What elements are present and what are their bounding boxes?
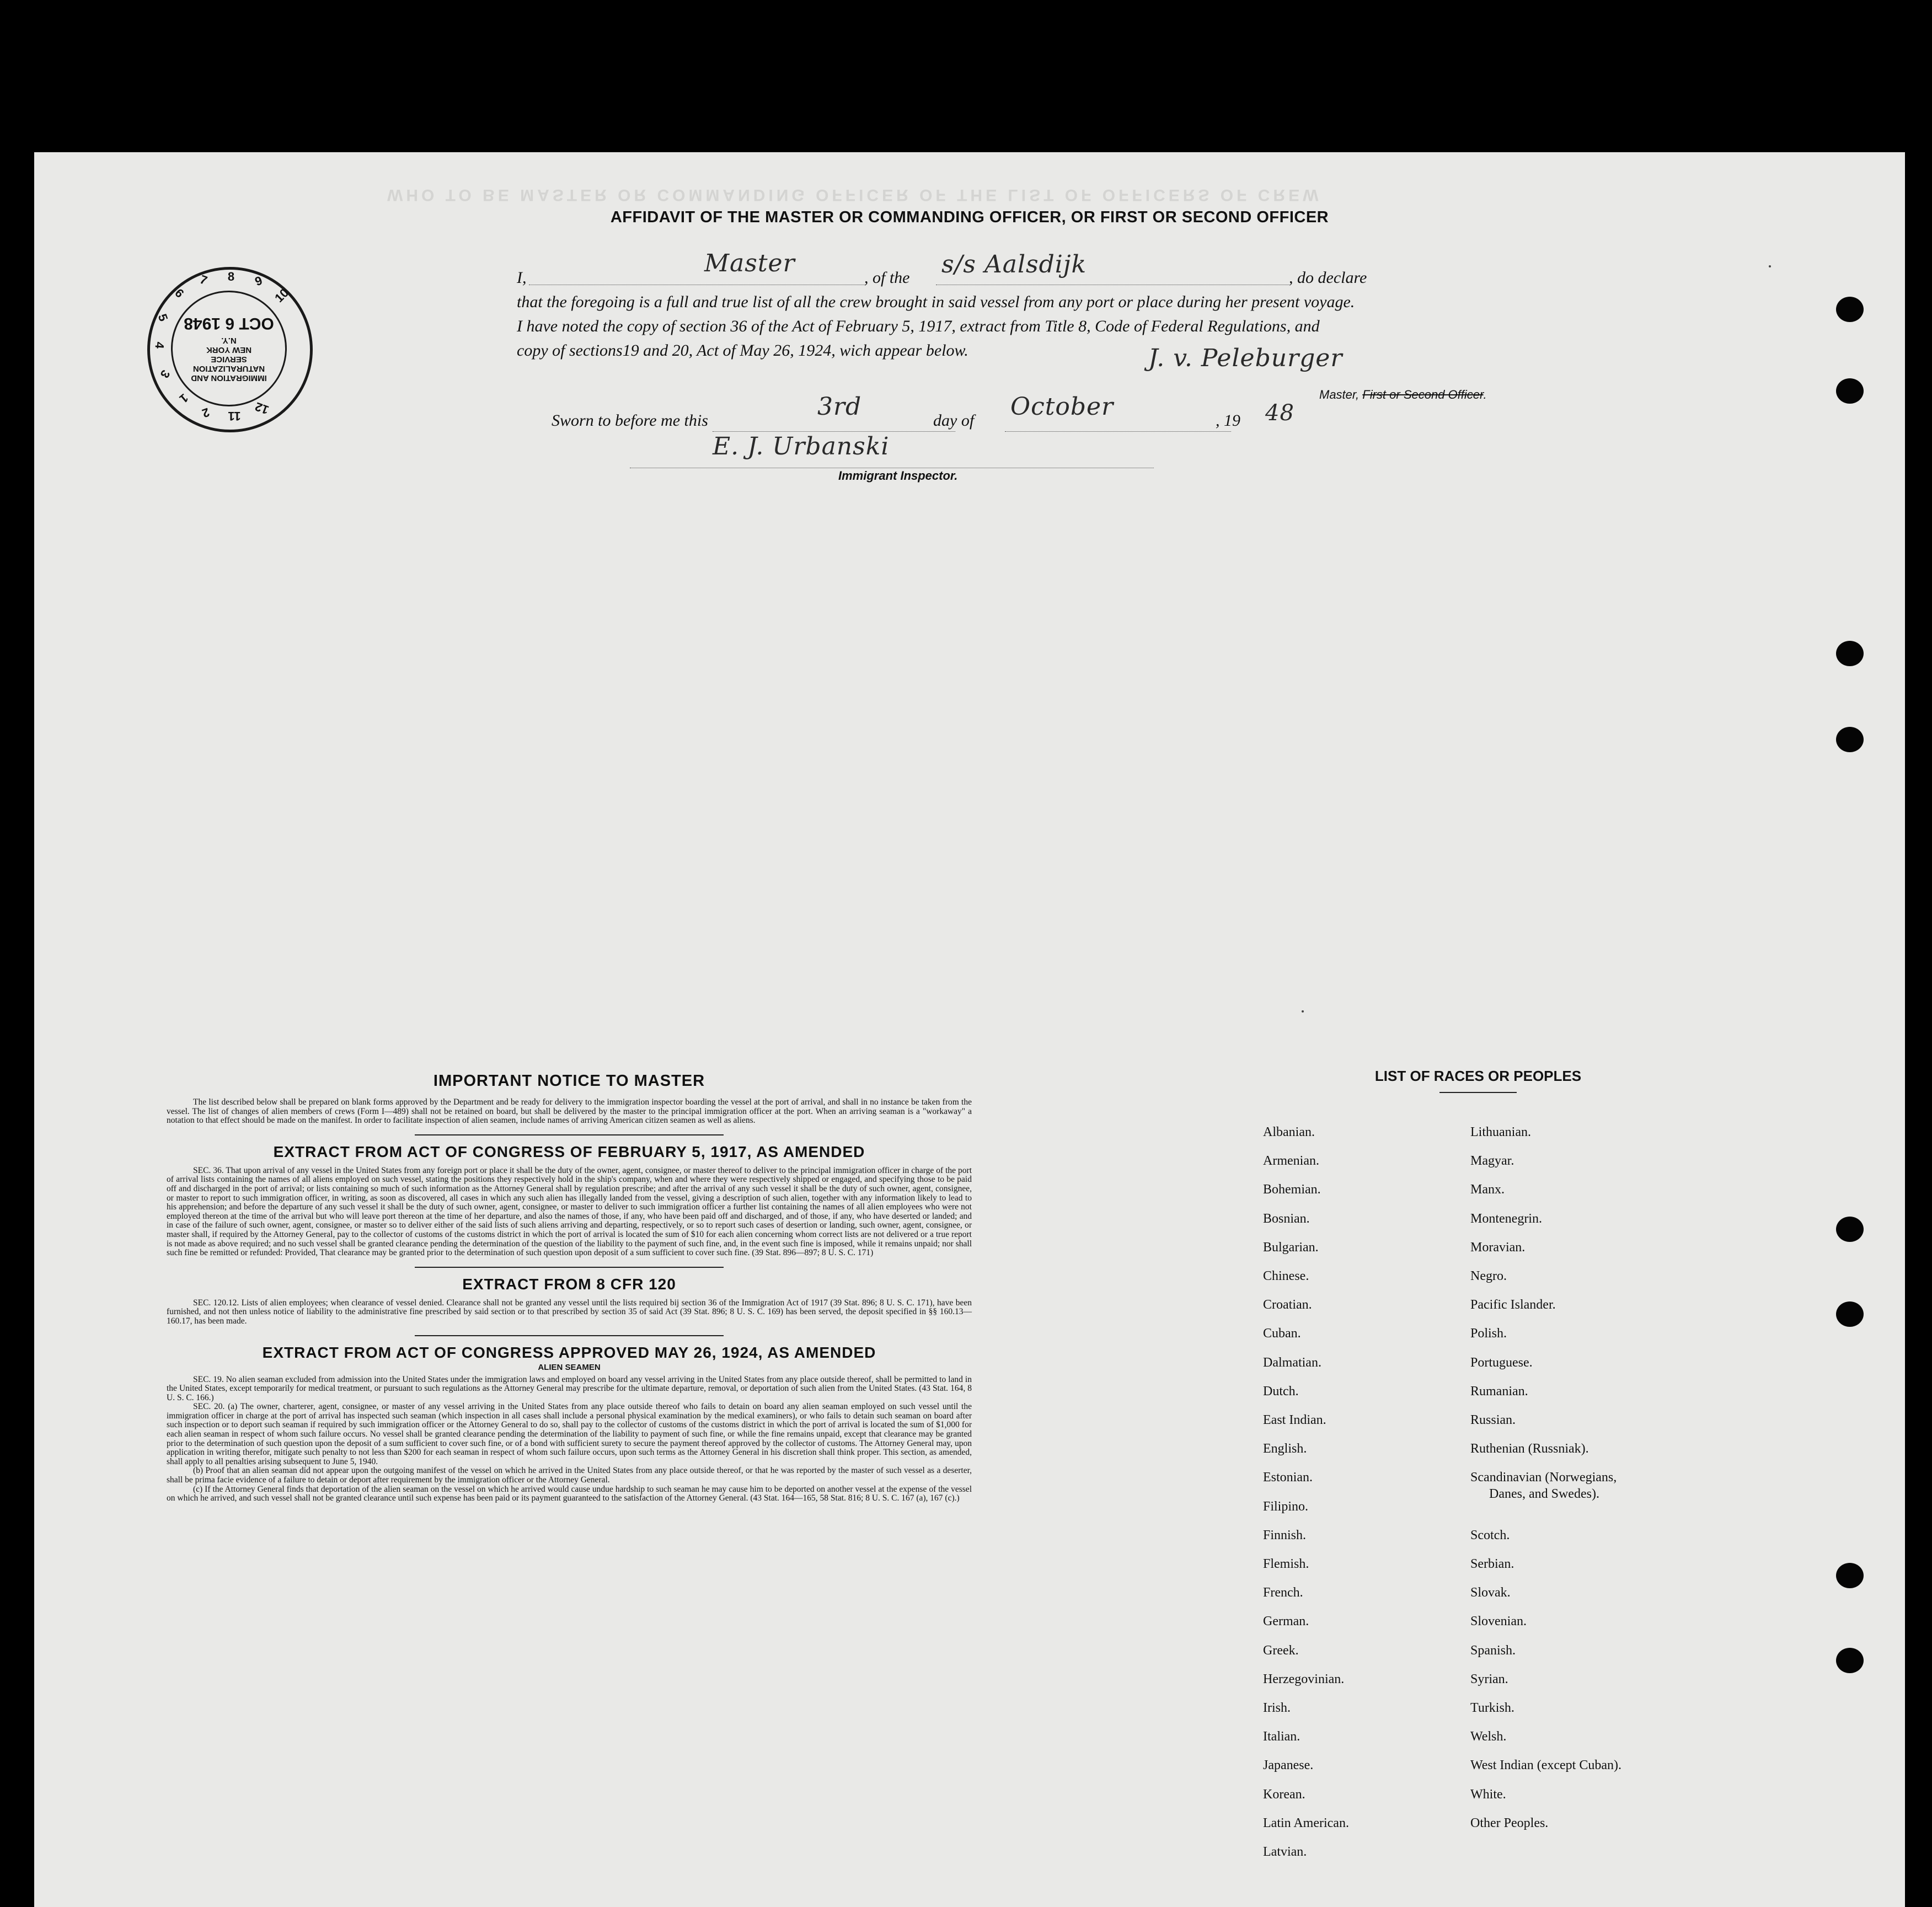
stamp-number: 11 [228,409,241,423]
race-item: Moravian. [1470,1240,1526,1255]
race-item: Finnish. [1263,1528,1307,1542]
race-item: Herzegovinian. [1263,1672,1345,1686]
race-item: Irish. [1263,1701,1291,1715]
affidavit-title: AFFIDAVIT OF THE MASTER OR COMMANDING OFFICER, OR FIRST OR SECOND OFFICER [610,208,1329,226]
race-item: Cuban. [1263,1326,1301,1341]
master-caption-end: . [1483,388,1487,401]
race-item: Spanish. [1470,1643,1516,1658]
race-item: East Indian. [1263,1413,1326,1427]
race-item: Montenegrin. [1470,1211,1542,1226]
punch-hole [1836,1301,1864,1327]
race-item: Flemish. [1263,1557,1309,1571]
stamp-number: 4 [152,341,167,350]
race-item: Latin American. [1263,1815,1349,1830]
stamp-number: 9 [253,273,264,289]
divider [415,1335,724,1336]
stamp-number: 12 [253,399,271,417]
stamp-number: 5 [155,312,171,323]
race-item: Bosnian. [1263,1211,1310,1226]
race-item: Albanian. [1263,1125,1315,1139]
punch-hole [1836,1648,1864,1673]
stamp-line: N.Y. [221,336,237,346]
stamp-number: 6 [172,286,187,301]
race-item: Other Peoples. [1470,1815,1549,1830]
race-item: Welsh. [1470,1729,1507,1744]
race-item: Estonian. [1263,1470,1313,1485]
race-item: Latvian. [1263,1845,1307,1859]
speck [1302,1010,1304,1013]
race-item: White. [1470,1787,1506,1802]
declaration-prefix: I, [517,269,527,287]
declaration-line-2: that the foregoing is a full and true list of all the crew brought in said vessel from any port or place during her present voyage. [517,293,1355,311]
race-item: Korean. [1263,1787,1305,1802]
punch-hole [1836,727,1864,752]
day-of-label: day of [933,411,975,430]
race-item: Armenian. [1263,1154,1319,1169]
race-item: Manx. [1470,1182,1505,1197]
stamp-number: 10 [272,286,292,306]
race-item: Turkish. [1470,1701,1514,1715]
stamp-number: 7 [198,272,210,288]
race-item: Bohemian. [1263,1182,1321,1197]
extract-1917-title: EXTRACT FROM ACT OF CONGRESS OF FEBRUARY 5, 1917, AS AMENDED [273,1143,865,1160]
extract-cfr-title: EXTRACT FROM 8 CFR 120 [462,1275,676,1293]
sworn-line [552,411,708,430]
day-handwritten: 3rd [817,393,862,421]
stamp-number: 2 [200,405,212,421]
inspector-field [630,451,1154,468]
race-item: Italian. [1263,1729,1301,1744]
extract-1924-sec20b: (b) Proof that an alien seaman did not appear upon the outgoing manifest of the vessel on which he arrived in the United States from any place outside thereof, or that he was reported by the master of such vessel as a deserter, shall be prima facie evidence of a failure to detain or deport after requirement by the immigration officer or the Attorney General. [167,1466,972,1485]
race-item: Danes, and Swedes). [1489,1487,1599,1502]
punch-hole [1836,641,1864,666]
race-item: Magyar. [1470,1154,1514,1169]
race-item: Japanese. [1263,1758,1314,1773]
punch-hole [1836,1217,1864,1242]
race-item: Filipino. [1263,1499,1309,1514]
race-item: Serbian. [1470,1557,1514,1571]
stamp-line: NATURALIZATION [192,364,265,374]
divider [415,1134,724,1135]
vessel-handwritten: s/s Aalsdijk [941,250,1087,278]
extract-cfr-body: SEC. 120.12. Lists of alien employees; when clearance of vessel denied. Clearance shall not be granted any vessel until the lists required bij section 36 of the Immigration Act of 1917 (39 Stat. 896; 8 U. S. C. 171), have been furnished, and not then unless notice of liability to the administrative fine prescribed by said section or to that prescribed by section 35 of said Act (39 Stat. 896; 8 U. S. C. 169) has been served, the deposit specified in §§ 160.13—160.17, has been made. [167,1298,972,1326]
race-item: Chinese. [1263,1269,1309,1283]
declaration-suffix: , do declare [1289,269,1367,287]
sworn-prefix: Sworn to before me this [552,411,708,430]
race-item: Negro. [1470,1269,1507,1283]
form-page [34,152,1905,1907]
race-item: English. [1263,1442,1307,1456]
immigration-stamp [147,267,313,432]
race-item: Bulgarian. [1263,1240,1319,1255]
year-handwritten: 48 [1265,400,1294,426]
race-item: Rumanian. [1470,1384,1528,1399]
master-signature: J. v. Peleburger [1148,344,1343,372]
declaration-line-4: copy of sections19 and 20, Act of May 26, 1924, wich appear below. [517,341,968,360]
race-item: Dalmatian. [1263,1355,1321,1370]
punch-hole [1836,1563,1864,1588]
extract-1924-sec19: SEC. 19. No alien seaman excluded from admission into the United States under the immigration laws and employed on board any vessel arriving in the United States from any place outside thereof, shall be permitted to land in the United States, except temporarily for medical treatment, or pursuant to such regulations as the Attorney General may prescribe for the ultimate departure, removal, or deportation of such alien from the United States. (43 Stat. 164, 8 U. S. C. 166.) [167,1374,972,1402]
races-title: LIST OF RACES OR PEOPLES [1374,1068,1582,1084]
declaration-of-the: , of the [864,269,910,287]
notice-title: IMPORTANT NOTICE TO MASTER [433,1072,705,1090]
declaration-line-3: I have noted the copy of section 36 of the Act of February 5, 1917, extract from Title 8, Code of Federal Regulations, and [517,317,1320,335]
punch-hole [1836,378,1864,404]
race-item: Dutch. [1263,1384,1299,1399]
declaration-line-1 [517,249,1510,290]
extract-1924-sec20c: (c) If the Attorney General finds that deportation of the alien seaman on the vessel on which he arrived would cause undue hardship to such seaman he may cause him to be deported on another vessel at the expense of the vessel on which he arrived, and such vessel shall not be granted clearance until such expense has been paid or its payment guaranteed to the satisfaction of the Attorney General. (43 Stat. 164—165, 58 Stat. 816; 8 U. S. C. 167 (a), 167 (c).) [167,1484,972,1503]
notice-body: The list described below shall be prepared on blank forms approved by the Department and be ready for delivery to the immigration inspector boarding the vessel at the port of arrival, and shall in no instance be taken from the vessel. The list of changes of alien members of crews (Form I—489) shall not be retained on board, but shall be delivered by the master to the principal immigration officer at the port. When an arriving seaman is a "workaway" a notation to that effect should be made on the manifest. In order to facilitate inspection of alien seamen, include names of arriving American citizen seamen as well as aliens. [167,1097,972,1126]
declaration [517,249,1510,363]
race-item: Scotch. [1470,1528,1510,1542]
race-item: West Indian (except Cuban). [1470,1758,1621,1773]
stamp-number: 3 [157,367,173,381]
stamp-center [171,291,287,406]
extract-1924-sec20a: SEC. 20. (a) The owner, charterer, agent, consignee, or master of any vessel arriving in the United States from any place outside thereof who fails to detain on board any alien seaman employed on such vessel until the immigration officer in charge at the port of arrival has inspected such seaman (which inspection in all cases shall include a personal physical examination by the medical examiners), or who fails to detain such seaman on board after such inspection or to deport such seaman if required by such immigration officer or the Attorney General to do so, shall pay to the collector of customs of the customs district in which the port of arrival is located the sum of $1,000 for each alien seaman in respect of whom such failure occurs. No vessel shall be granted clearance pending the determination of the liability to payment of such fine, or while the fine remains unpaid, except that clearance may be granted prior to the determination of such question upon the deposit of a sum sufficient to cover such fine, or of a bond with sufficient surety to secure the payment thereof approved by the collector of customs. The Attorney General may, upon application in writing therefor, mitigate such penalty to not less than $200 for each seaman in respect of whom such failure occurs, upon such terms as the Attorney General in his discretion shall think proper. This section, as amended, shall apply to all penalties arising subsequent to June 5, 1940. [167,1402,972,1466]
stamp-line: NEW YORK [206,345,252,355]
race-item: Pacific Islander. [1470,1298,1556,1313]
race-item: Greek. [1263,1643,1299,1658]
stamp-line: SERVICE [211,355,247,365]
extract-1917-body: SEC. 36. That upon arrival of any vessel in the United States from any foreign port or place it shall be the duty of the owner, agent, consignee, or master thereof to deliver to the principal immigration officer in charge of the port of arrival lists containing the names of all aliens employed on such vessel, stating the positions they respectively hold in the ship's company, when and where they were respectively shipped or engaged, and specifying those to be paid off and discharged in the port of arrival; or lists containing so much of such information as the Attorney General shall by regulation prescribe; and after the arrival of any such vessel it shall be the duty of such owner, agent, consignee, or master to report to such immigration officer, in writing, as soon as discovered, all cases in which any such alien has illegally landed from the vessel, giving a description of such alien, together with any information likely to lead to his apprehension; and before the departure of any such vessel it shall be the duty of such owner, agent, consignee, or master to deliver to such immigration officer a further list containing the names of all alien employees who were not employed thereon at the time of the arrival but who will leave port thereon at the time of her departure, and also the names of those, if any, who have been paid off and discharged, and of those, if any, who have deserted or landed; and in case of the failure of such owner, agent, consignee, or master so to deliver either of the said lists of such aliens arriving and departing, respectively, or so to report such cases of desertion or landing, such owner, agent, consignee, or master shall, if required by the Attorney General, pay to the collector of customs of the customs district in which the port of arrival is located the sum of $10 for each alien concerning whom correct lists are not delivered or a true report is not made as above required; and no such vessel shall be granted clearance pending the determination of the question of the liability to the payment of such fine, and, in the event such fine is imposed, while it remains unpaid; nor shall such fine be remitted or refunded: Provided, That clearance may be granted prior to the determination of such question upon deposit of a sum sufficient to cover such fine. (39 Stat. 896—897; 8 U. S. C. 171) [167,1165,972,1258]
stamp-date: OCT 6 1948 [184,314,274,333]
race-item: Slovenian. [1470,1614,1527,1629]
extract-1924-title: EXTRACT FROM ACT OF CONGRESS APPROVED MAY 26, 1924, AS AMENDED [262,1343,876,1361]
year-prefix: , 19 [1216,411,1240,430]
race-item: Syrian. [1470,1672,1508,1686]
race-item: Russian. [1470,1413,1516,1427]
races-title-rule [1439,1092,1517,1093]
master-caption [1319,388,1487,402]
divider [415,1267,724,1268]
race-item: Ruthenian (Russniak). [1470,1442,1589,1456]
officer-handwritten: Master [704,249,795,277]
race-item: German. [1263,1614,1309,1629]
race-item: Polish. [1470,1326,1507,1341]
master-caption-struck: First or Second Officer [1362,388,1484,401]
race-item: Slovak. [1470,1585,1511,1600]
stamp-line: IMMIGRATION AND [191,373,267,383]
punch-hole [1836,297,1864,322]
stamp-number: 1 [176,390,191,406]
speck [1769,265,1771,267]
inspector-signature: E. J. Urbanski [713,432,890,460]
month-handwritten: October [1010,393,1114,421]
master-caption-text: Master, [1319,388,1360,401]
officer-field [529,268,865,285]
race-item: Scandinavian (Norwegians, [1470,1470,1617,1485]
race-item: Lithuanian. [1470,1125,1531,1139]
race-item: Portuguese. [1470,1355,1533,1370]
bleed-through-text: WHO TO BE MASTER OR COMMANDING OFFICER OF THE LIST OF OFFICERS OF CREW [387,186,1322,204]
race-item: Croatian. [1263,1298,1312,1313]
stamp-number: 8 [227,270,235,283]
extract-1924-subtitle: ALIEN SEAMEN [538,1362,601,1372]
race-item: French. [1263,1585,1303,1600]
inspector-caption: Immigrant Inspector. [838,469,958,483]
legal-notices [167,1072,972,1503]
